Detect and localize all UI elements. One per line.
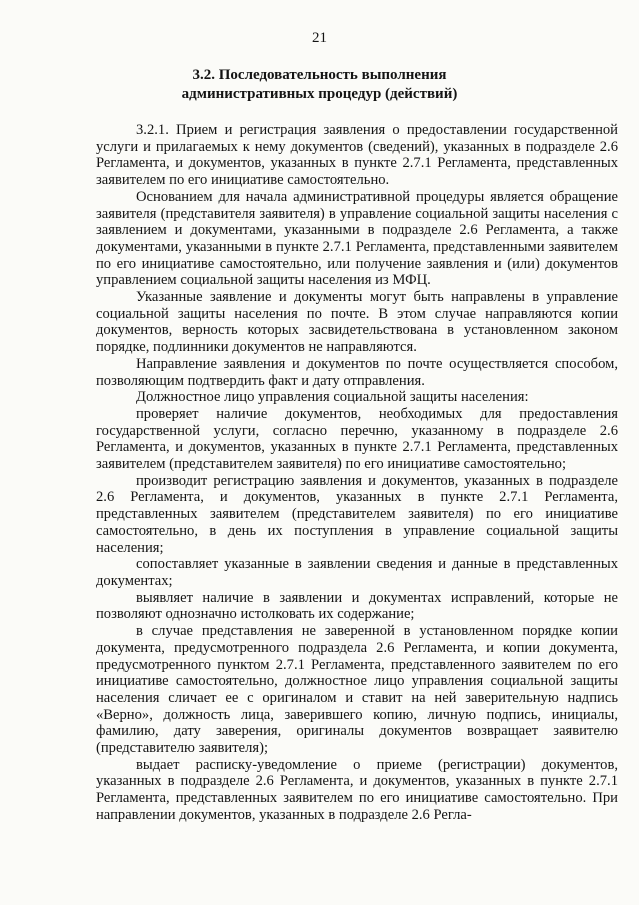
- paragraph: выявляет наличие в заявлении и документах исправлений, которые не позволяют однозначно истолковать их содержание;: [96, 589, 618, 623]
- paragraph: сопоставляет указанные в заявлении сведения и данные в представленных документах;: [96, 556, 618, 589]
- paragraph: производит регистрацию заявления и документов, указанных в подразделе 2.6 Регламента, и документов, указанных в пункте 2.7.1 Регламента, представленных заявителем (представителем заявителя) по его инициативе самостоятельно, в день их поступления в управление социальной защиты населения;: [96, 472, 618, 556]
- paragraph: в случае представления не заверенной в установленном порядке копии документа, предусмотренного подраздела 2.6 Регламента, и копии документа, предусмотренного пунктом 2.7.1 Регламента, представленного заявителем по его инициативе самостоятельно, должностное лицо управления социальной защиты населения сличает ее с оригиналом и ставит на ней заверительную надпись «Верно», должность лица, заверившего копию, личную подпись, инициалы, фамилию, дату заверения, оригиналы документов возвращает заявителю (представителю заявителя);: [96, 623, 618, 757]
- section-heading-line-2: административных процедур (действий): [181, 86, 458, 102]
- paragraph: Направление заявления и документов по почте осуществляется способом, позволяющим подтвердить факт и дату отправления.: [96, 355, 618, 389]
- paragraph: проверяет наличие документов, необходимых для предоставления государственной услуги, согласно перечню, указанному в подразделе 2.6 Регламента, и документов, указанных в пункте 2.7.1 Регламента, представленных заявителем (представителем заявителя) по его инициативе самостоятельно;: [96, 405, 618, 473]
- document-body: [96, 122, 618, 824]
- paragraph: Указанные заявление и документы могут быть направлены в управление социальной защиты населения по почте. В этом случае направляются копии документов, верность которых засвидетельствована в установленном законом порядке, подлинники документов не направляются.: [96, 289, 618, 356]
- paragraph: 3.2.1. Прием и регистрация заявления о предоставлении государственной услуги и прилагаемых к нему документов (сведений), указанных в подразделе 2.6 Регламента, и документов, указанных в пункте 2.7.1 Регламента, представленных заявителем по его инициативе самостоятельно.: [96, 122, 618, 189]
- section-heading-line-1: 3.2. Последовательность выполнения: [192, 67, 447, 83]
- section-heading: [0, 66, 639, 104]
- page-number: 21: [312, 30, 327, 46]
- paragraph: Должностное лицо управления социальной защиты населения:: [136, 389, 529, 406]
- paragraph: Основанием для начала административной процедуры является обращение заявителя (представителя заявителя) в управление социальной защиты населения с заявлением и документами, указанными в подразделе 2.6 Регламента, а также документами, указанными в пункте 2.7.1 Регламента, представленными заявителем по его инициативе самостоятельно, или получение заявления и (или) документов управлением социальной защиты населения из МФЦ.: [96, 188, 618, 289]
- paragraph: выдает расписку-уведомление о приеме (регистрации) документов, указанных в подразделе 2.6 Регламента, и документов, указанных в пункте 2.7.1 Регламента, представленных заявителем по его инициативе самостоятельно. При направлении документов, указанных в подразделе 2.6 Регла-: [96, 756, 618, 823]
